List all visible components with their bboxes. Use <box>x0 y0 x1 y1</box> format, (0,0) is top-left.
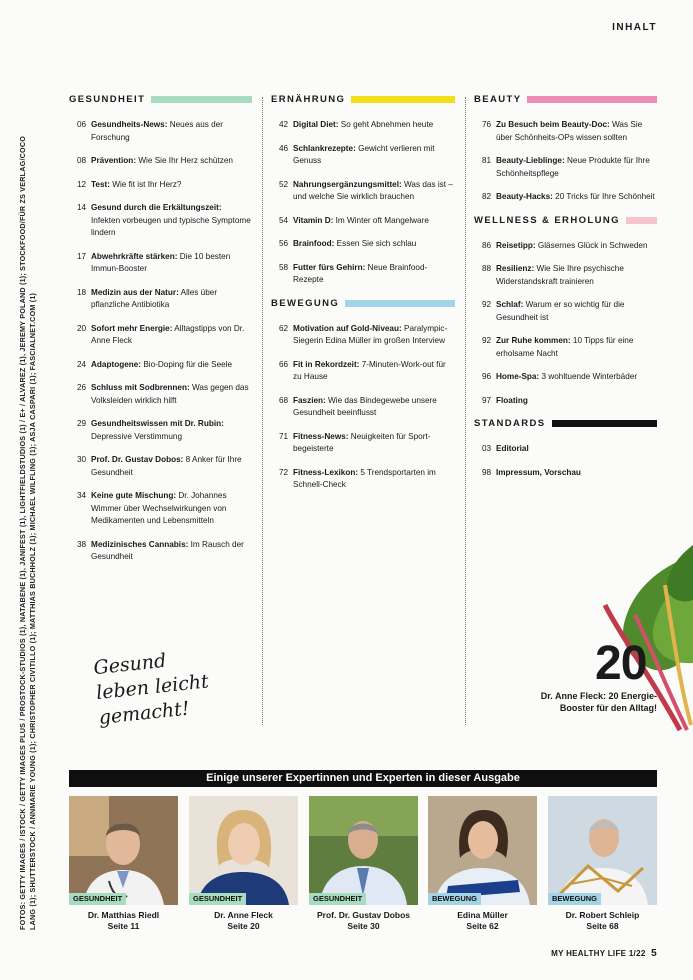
toc-entry-text <box>293 431 455 456</box>
toc-entry-description: Neue Brainfood-Rezepte <box>293 262 428 284</box>
toc-entry-description: Bio-Doping für die Seele <box>141 359 233 369</box>
toc-entry-description: Wie Sie Ihr Herz schützen <box>136 156 233 165</box>
toc-entry-text <box>91 418 252 443</box>
toc-entry-description: 10 Tipps für eine erholsame Nacht <box>496 336 634 358</box>
toc-page-number: 92 <box>482 300 492 309</box>
photo-credits: FOTOS: GETTY IMAGES / ISTOCK / GETTY IMAGES PLUS / PROSTOCK-STUDIOS (1), NATABENE (1), JANIFEST (1), LIGHTFIELDSTUDIOS (1) / E+ / ALVAREZ (1), JEREMY POLAND (1); STOCKFOOD/FÜR ZS VERLAG/COCO LANG (1); SHUTTERSTOCK / ANNMARIE YOUNG (1); CHRISTOPHER CIVITILLO (1); MATTHIAS BUCHHOLZ (1); MICHAEL WILFLING (1); ASJA CASPARI (1); FASCIALNET.COM (1) <box>18 135 37 930</box>
toc-entry[interactable] <box>69 179 252 192</box>
toc-entry-description: Neuigkeiten für Sport-begeisterte <box>293 431 431 453</box>
experts-banner: Einige unserer Expertinnen und Experten in dieser Ausgabe <box>69 770 657 787</box>
feature-number: 20 <box>595 637 647 690</box>
toc-entry[interactable] <box>474 335 657 360</box>
toc-page-number: 52 <box>279 179 289 189</box>
toc-page-number: 08 <box>77 156 87 165</box>
toc-entry-text <box>293 323 455 348</box>
toc-entry[interactable] <box>474 299 657 324</box>
toc-list-ernaehrung <box>271 119 455 287</box>
toc-entry-description: Neues aus der Forschung <box>91 120 223 142</box>
toc-entry-description: Dr. Johannes Wimmer über Wechselwirkungen von Medikamenten und Lebensmitteln <box>91 491 227 525</box>
toc-entry-text <box>496 155 657 180</box>
toc-page-number: 03 <box>482 444 492 453</box>
toc-entry-title: Sofort mehr Energie: <box>91 323 173 333</box>
toc-entry-title: Brainfood: <box>293 239 335 248</box>
toc-entry-text <box>496 467 657 480</box>
toc-page-number: 62 <box>279 323 289 333</box>
section-head-gesundheit <box>69 94 252 105</box>
section-title-gesundheit: GESUNDHEIT <box>69 94 146 105</box>
toc-entry-text <box>496 119 657 144</box>
column-divider <box>465 97 466 725</box>
toc-page-number: 26 <box>77 383 87 392</box>
toc-entry-text <box>496 443 657 456</box>
expert-photo <box>189 796 298 905</box>
toc-entry[interactable] <box>69 382 252 407</box>
section-title-beauty: BEAUTY <box>474 94 522 105</box>
toc-entry[interactable] <box>69 359 252 372</box>
toc-entry-description: Wie fit ist Ihr Herz? <box>109 179 182 189</box>
expert-name: Edina Müller <box>457 910 508 920</box>
section-title-standards: STANDARDS <box>474 418 546 429</box>
toc-entry-title: Abwehrkräfte stärken: <box>91 251 178 261</box>
toc-entry-text <box>91 539 252 564</box>
section-head-standards <box>474 418 657 429</box>
toc-entry-text <box>496 191 657 204</box>
expert-photo <box>309 796 418 905</box>
toc-entry-description: 3 wohltuende Winterbäder <box>539 372 638 381</box>
toc-entry-text <box>91 490 252 528</box>
toc-entry-title: Digital Diet: <box>293 120 339 129</box>
toc-entry-title: Motivation auf Gold-Niveau: <box>293 323 402 333</box>
toc-list-wellness <box>474 240 657 408</box>
expert-page: Seite 11 <box>107 921 140 931</box>
toc-entry[interactable] <box>474 263 657 288</box>
toc-list-beauty <box>474 119 657 204</box>
toc-entry[interactable] <box>271 323 455 348</box>
expert-photo <box>428 796 537 905</box>
toc-list-bewegung <box>271 323 455 492</box>
section-title-bewegung: BEWEGUNG <box>271 297 340 309</box>
toc-entry-title: Faszien: <box>293 395 326 405</box>
toc-entry-description: So geht Abnehmen heute <box>338 120 434 129</box>
toc-page-number: 14 <box>77 203 87 212</box>
toc-entry[interactable] <box>69 119 252 144</box>
expert-page: Seite 62 <box>466 921 499 931</box>
toc-entry-title: Keine gute Mischung: <box>91 491 177 500</box>
toc-page-number: 24 <box>77 359 87 369</box>
toc-entry-description: 7-Minuten-Work-out für zu Hause <box>293 359 446 381</box>
toc-entry-title: Futter fürs Gehirn: <box>293 262 366 272</box>
toc-entry-text <box>91 359 252 372</box>
toc-page-number: 56 <box>279 239 289 248</box>
footer-page-number: 5 <box>651 948 657 959</box>
toc-entry-text <box>293 238 455 251</box>
expert-photo <box>548 796 657 905</box>
toc-entry-text <box>91 202 252 240</box>
toc-entry-title: Test: <box>91 179 110 189</box>
toc-page-number: 12 <box>77 179 87 189</box>
toc-entry-description: Neue Produkte für Ihre Schönheitspflege <box>496 156 650 178</box>
toc-entry-title: Prof. Dr. Gustav Dobos: <box>91 455 184 464</box>
toc-entry-text <box>496 263 657 288</box>
toc-entry[interactable] <box>271 431 455 456</box>
page-header-label: INHALT <box>612 22 657 33</box>
toc-entry[interactable] <box>474 191 657 204</box>
toc-entry[interactable] <box>271 215 455 228</box>
toc-page-number: 30 <box>77 455 87 464</box>
toc-entry[interactable] <box>271 359 455 384</box>
expert-category-badge: BEWEGUNG <box>548 893 601 905</box>
toc-entry[interactable] <box>474 443 657 456</box>
toc-entry-text <box>496 371 657 384</box>
toc-page-number: 38 <box>77 539 87 549</box>
toc-entry[interactable] <box>69 539 252 564</box>
toc-entry-description: 20 Tricks für Ihre Schönheit <box>552 192 655 201</box>
experts-row <box>69 796 657 936</box>
expert-name: Dr. Anne Fleck <box>214 910 273 920</box>
column-ernaehrung-bewegung <box>271 94 455 503</box>
toc-page-number: 58 <box>279 262 289 272</box>
toc-entry-title: Gesund durch die Erkältungszeit: <box>91 203 222 212</box>
toc-entry-text <box>91 454 252 479</box>
toc-page-number: 06 <box>77 120 87 129</box>
toc-entry[interactable] <box>69 202 252 240</box>
toc-page-number: 54 <box>279 215 289 225</box>
toc-entry-title: Editorial <box>496 444 529 453</box>
toc-entry-description: Die 10 besten Immun-Booster <box>91 251 231 273</box>
toc-entry-text <box>91 287 252 312</box>
toc-entry-description: Paralympic-Siegerin Edina Müller im großen Interview <box>293 323 448 345</box>
toc-entry[interactable] <box>271 467 455 492</box>
expert-category-badge: GESUNDHEIT <box>189 893 246 905</box>
toc-entry-description: Alltagstipps von Dr. Anne Fleck <box>91 323 245 345</box>
toc-entry-text <box>293 215 455 228</box>
toc-entry[interactable] <box>69 490 252 528</box>
toc-entry[interactable] <box>474 371 657 384</box>
toc-entry-title: Zur Ruhe kommen: <box>496 336 571 345</box>
toc-entry-title: Schluss mit Sodbrennen: <box>91 383 190 392</box>
toc-entry-title: Gesundheitswissen mit Dr. Rubin: <box>91 419 224 428</box>
expert-name: Dr. Matthias Riedl <box>87 910 160 920</box>
toc-entry-title: Reisetipp: <box>496 240 536 250</box>
toc-entry-description: Was Sie über Schönheits-OPs wissen sollten <box>496 120 643 142</box>
expert-category-badge: BEWEGUNG <box>428 893 481 905</box>
column-divider <box>262 97 263 725</box>
toc-page-number: 82 <box>482 192 492 201</box>
toc-entry-description: Essen Sie sich schlau <box>334 239 417 248</box>
toc-entry-title: Fitness-News: <box>293 431 349 441</box>
expert-card[interactable] <box>189 796 298 932</box>
toc-page-number: 72 <box>279 467 289 477</box>
toc-page-number: 29 <box>77 419 87 428</box>
handwritten-slogan: Gesund leben leicht gemacht! <box>92 649 210 729</box>
section-bar-ernaehrung <box>351 96 455 103</box>
toc-entry-description: Was das ist – und welche Sie wirklich brauchen <box>293 179 453 201</box>
toc-entry-text <box>293 143 455 168</box>
toc-page-number: 92 <box>482 336 492 345</box>
toc-entry-description: Alles über pflanzliche Antibiotika <box>91 287 218 309</box>
expert-category-badge: GESUNDHEIT <box>309 893 366 905</box>
toc-entry-title: Medizinisches Cannabis: <box>91 539 189 549</box>
toc-entry-text <box>293 395 455 420</box>
toc-entry-description: Im Winter oft Mangelware <box>333 215 429 225</box>
toc-entry-text <box>496 335 657 360</box>
page-footer <box>551 948 657 959</box>
toc-page-number: 88 <box>482 264 492 273</box>
toc-entry[interactable] <box>69 287 252 312</box>
toc-entry[interactable] <box>69 418 252 443</box>
toc-page-number: 34 <box>77 491 87 500</box>
toc-entry-description: Infekten vorbeugen und typische Symptome lindern <box>91 215 251 237</box>
toc-entry-title: Vitamin D: <box>293 215 334 225</box>
toc-entry[interactable] <box>474 119 657 144</box>
toc-entry-text <box>91 119 252 144</box>
toc-entry-text <box>293 119 455 132</box>
section-title-ernaehrung: ERNÄHRUNG <box>271 94 346 105</box>
toc-entry-title: Fit in Rekordzeit: <box>293 359 360 369</box>
toc-entry-description: Wie Sie Ihre psychische Widerstandskraft trainieren <box>496 264 624 286</box>
toc-entry[interactable] <box>474 467 657 480</box>
toc-entry-description: Warum er so wichtig für die Gesundheit ist <box>496 300 625 322</box>
expert-page: Seite 68 <box>586 921 619 931</box>
toc-page-number: 46 <box>279 143 289 153</box>
section-head-wellness <box>474 215 657 226</box>
footer-issue: 1/22 <box>628 949 646 958</box>
toc-entry[interactable] <box>69 251 252 276</box>
toc-entry-text <box>91 323 252 348</box>
toc-entry-description: Wie das Bindegewebe unsere Gesundheit beeinflusst <box>293 395 437 417</box>
expert-card[interactable] <box>309 796 418 932</box>
toc-entry-description: 8 Anker für Ihre Gesundheit <box>91 455 242 477</box>
toc-page-number: 86 <box>482 240 492 250</box>
section-title-wellness: WELLNESS & ERHOLUNG <box>474 214 620 226</box>
section-bar-standards <box>552 420 657 427</box>
toc-entry-text <box>496 240 657 253</box>
toc-entry-title: Home-Spa: <box>496 372 540 381</box>
toc-entry-title: Prävention: <box>91 156 137 165</box>
toc-entry-text <box>293 179 455 204</box>
toc-entry[interactable] <box>271 395 455 420</box>
toc-entry-text <box>91 251 252 276</box>
toc-entry-title: Gesundheits-News: <box>91 120 168 129</box>
toc-list-gesundheit <box>69 119 252 564</box>
toc-entry-text <box>91 179 252 192</box>
toc-entry-title: Zu Besuch beim Beauty-Doc: <box>496 120 610 129</box>
toc-page-number: 76 <box>482 120 492 129</box>
toc-entry-title: Floating <box>496 395 528 405</box>
toc-entry-description: Was gegen das Volksleiden wirklich hilft <box>91 383 249 405</box>
expert-card[interactable] <box>428 796 537 932</box>
column-beauty-wellness <box>474 94 657 490</box>
toc-page-number: 42 <box>279 120 289 129</box>
expert-page: Seite 20 <box>227 921 260 931</box>
column-gesundheit <box>69 94 252 575</box>
section-head-bewegung <box>271 298 455 309</box>
toc-entry-title: Beauty-Lieblinge: <box>496 156 565 165</box>
toc-entry-title: Schlankrezepte: <box>293 143 356 153</box>
toc-page-number: 97 <box>482 395 492 405</box>
toc-page-number: 81 <box>482 156 492 165</box>
toc-page-number: 71 <box>279 431 289 441</box>
section-bar-beauty <box>527 96 657 103</box>
expert-name: Prof. Dr. Gustav Dobos <box>316 910 411 920</box>
toc-entry[interactable] <box>474 395 657 408</box>
toc-page-number: 96 <box>482 372 492 381</box>
expert-name: Dr. Robert Schleip <box>565 910 640 920</box>
section-bar-gesundheit <box>151 96 252 103</box>
toc-entry-description: 5 Trendsportarten im Schnell-Check <box>293 467 436 489</box>
toc-entry[interactable] <box>271 262 455 287</box>
toc-entry-title: Adaptogene: <box>91 359 142 369</box>
toc-entry-description: Im Rausch der Gesundheit <box>91 539 244 561</box>
toc-entry[interactable] <box>271 179 455 204</box>
section-head-beauty <box>474 94 657 105</box>
expert-page: Seite 30 <box>347 921 380 931</box>
toc-entry-title: Medizin aus der Natur: <box>91 287 179 297</box>
section-bar-bewegung <box>345 300 455 307</box>
toc-entry[interactable] <box>271 143 455 168</box>
toc-entry[interactable] <box>271 238 455 251</box>
toc-page-number: 20 <box>77 323 87 333</box>
footer-magazine: MY HEALTHY LIFE <box>551 949 627 958</box>
expert-card[interactable] <box>548 796 657 932</box>
toc-page-number: 68 <box>279 395 289 405</box>
toc-entry[interactable] <box>69 155 252 168</box>
toc-list-standards <box>474 443 657 479</box>
expert-category-badge: GESUNDHEIT <box>69 893 126 905</box>
toc-entry-text <box>293 467 455 492</box>
toc-page-number: 98 <box>482 467 492 477</box>
toc-entry-title: Fitness-Lexikon: <box>293 467 359 477</box>
section-bar-wellness <box>626 217 657 224</box>
toc-entry-description: Gewicht verlieren mit Genuss <box>293 143 435 165</box>
toc-entry[interactable] <box>69 454 252 479</box>
toc-entry-text <box>496 299 657 324</box>
expert-photo <box>69 796 178 905</box>
toc-entry-text <box>91 382 252 407</box>
toc-entry-text <box>91 155 252 168</box>
toc-entry-description: Depressive Verstimmung <box>91 431 183 441</box>
toc-entry-title: Schlaf: <box>496 300 524 309</box>
toc-entry[interactable] <box>474 155 657 180</box>
toc-entry-description: Gläsernes Glück in Schweden <box>535 240 648 250</box>
toc-page-number: 17 <box>77 251 87 261</box>
toc-entry-title: Beauty-Hacks: <box>496 192 553 201</box>
toc-entry-text <box>293 262 455 287</box>
section-head-ernaehrung <box>271 94 455 105</box>
toc-page-number: 66 <box>279 359 289 369</box>
toc-entry-title: Resilienz: <box>496 264 535 273</box>
toc-entry[interactable] <box>271 119 455 132</box>
toc-entry-title: Nahrungsergänzungsmittel: <box>293 179 402 189</box>
toc-entry[interactable] <box>474 240 657 253</box>
feature-caption: Dr. Anne Fleck: 20 Energie-Booster für den Alltag! <box>540 691 657 713</box>
toc-entry-title: Impressum, Vorschau <box>496 467 581 477</box>
expert-card[interactable] <box>69 796 178 932</box>
toc-entry[interactable] <box>69 323 252 348</box>
toc-page-number: 18 <box>77 287 87 297</box>
toc-entry-text <box>496 395 657 408</box>
toc-entry-text <box>293 359 455 384</box>
